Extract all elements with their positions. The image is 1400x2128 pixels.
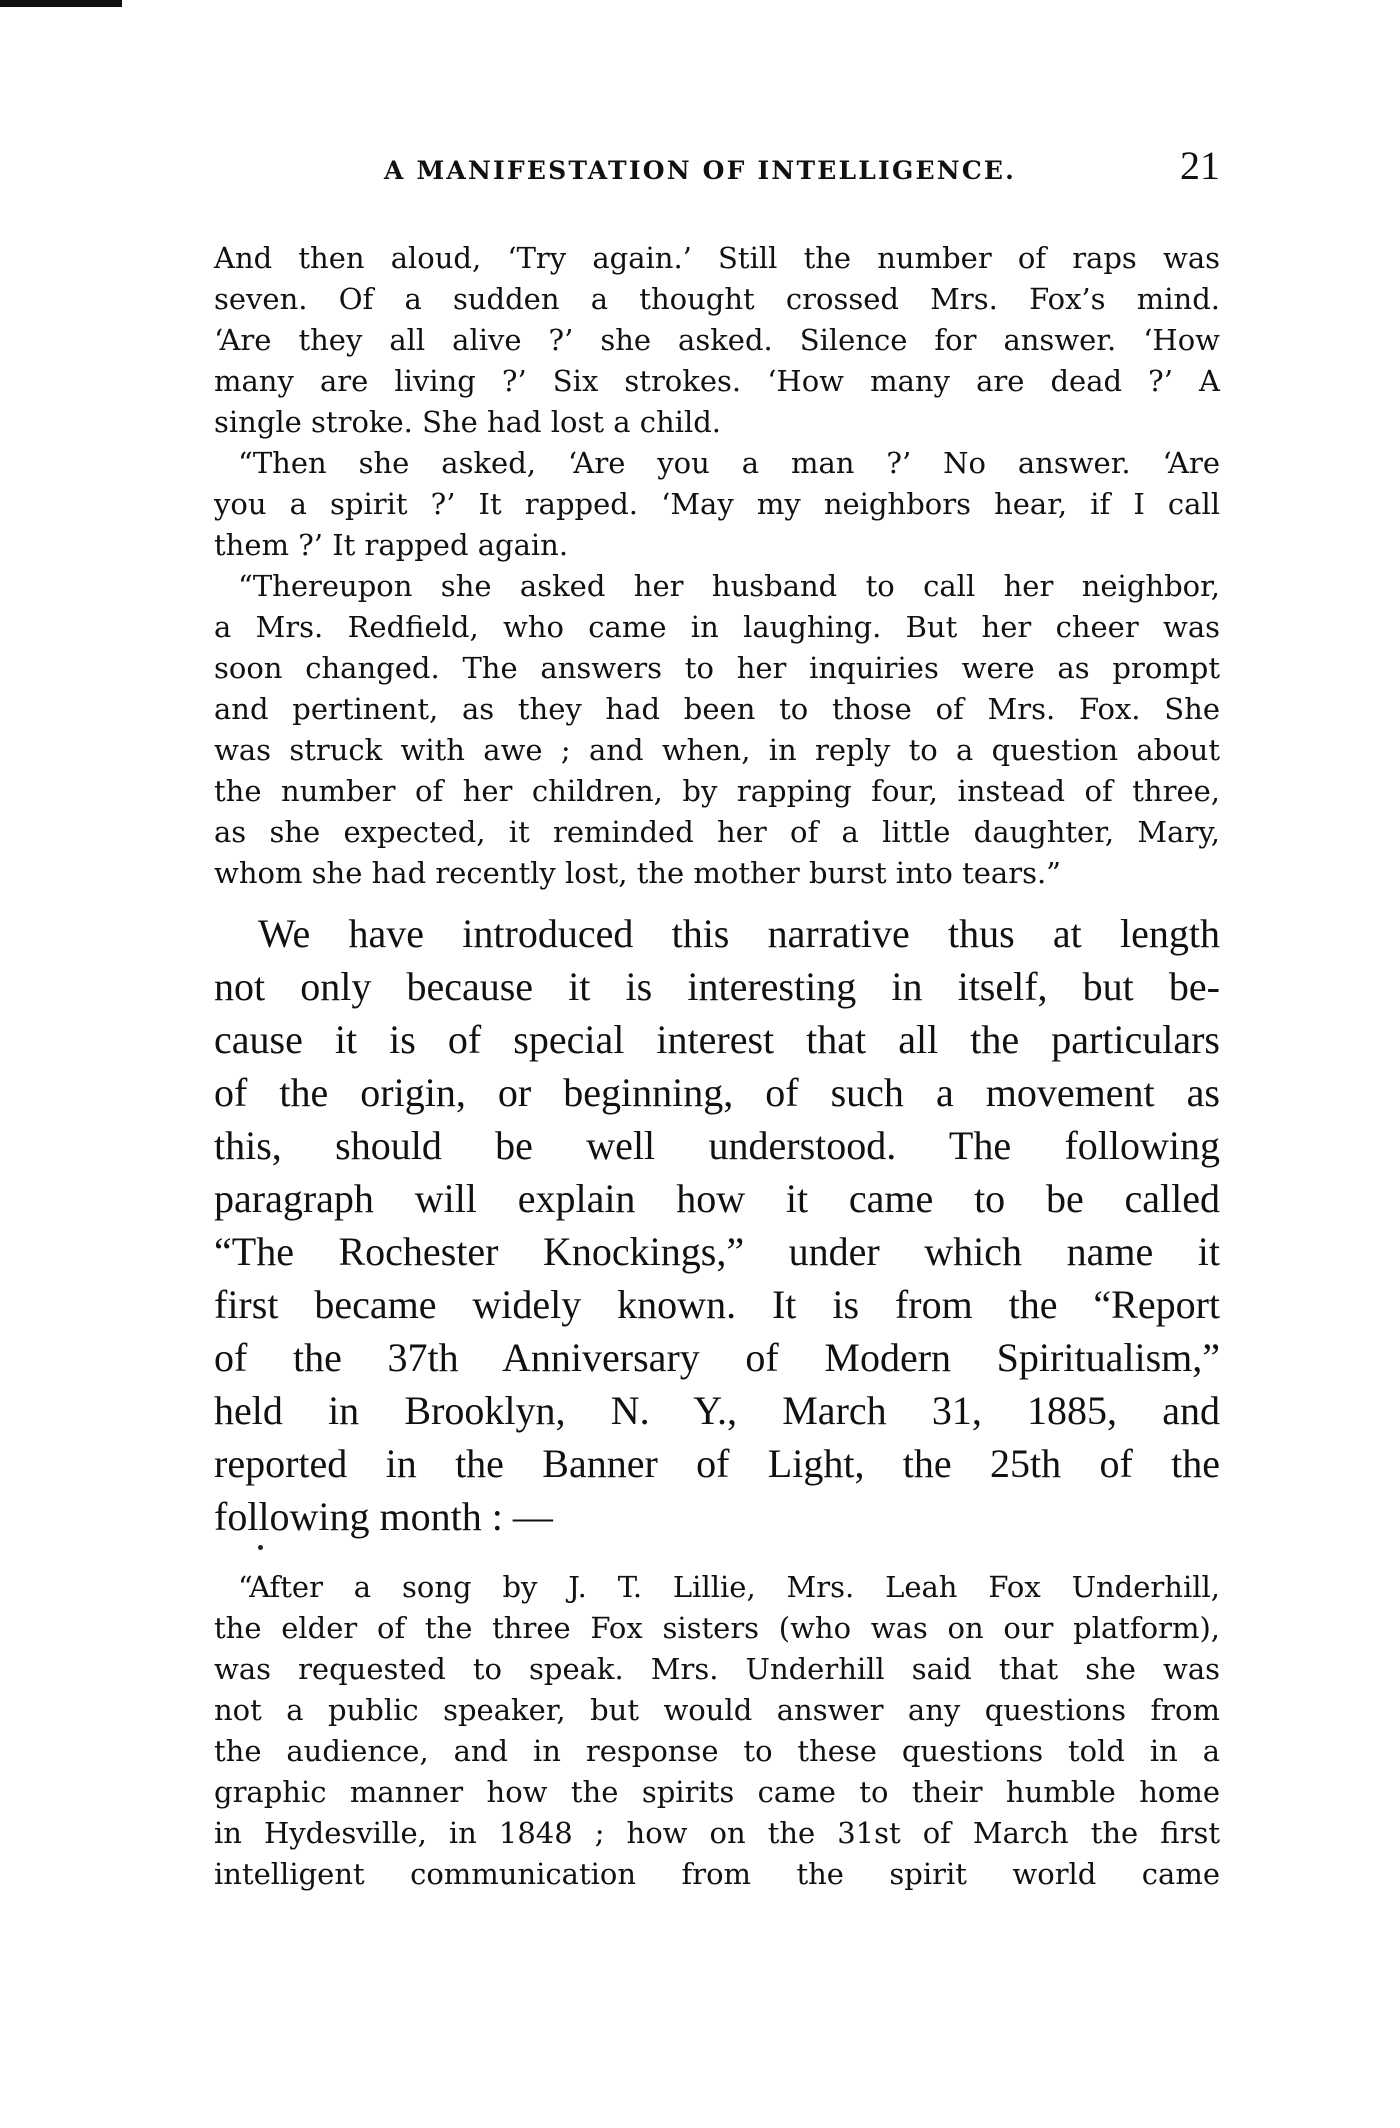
text-line: And then aloud, ‘Try again.’ Still the number of raps was — [214, 241, 1220, 275]
text-line: the audience, and in response to these questions told in a — [214, 1734, 1220, 1768]
text-line: following month : — — [214, 1494, 553, 1539]
text-line: a Mrs. Redfield, who came in laughing. But her cheer was — [214, 610, 1220, 644]
text-line: as she expected, it reminded her of a little daughter, Mary, — [214, 815, 1220, 849]
text-line: many are living ?’ Six strokes. ‘How many are dead ?’ A — [214, 364, 1220, 398]
text-line: of the 37th Anniversary of Modern Spiritualism,” — [214, 1335, 1220, 1380]
line-text: single stroke. She had lost a child. — [214, 405, 722, 439]
running-title: A MANIFESTATION OF INTELLIGENCE. — [384, 156, 1017, 185]
text-line: “After a song by J. T. Lillie, Mrs. Leah Fox Underhill, — [238, 1570, 1220, 1604]
text-line: “The Rochester Knockings,” under which name it — [214, 1229, 1220, 1274]
text-line: you a spirit ?’ It rapped. ‘May my neighbors hear, if I call — [214, 487, 1220, 521]
print-speck — [258, 1545, 263, 1550]
text-line: seven. Of a sudden a thought crossed Mrs. Fox’s mind. — [214, 282, 1220, 316]
text-line: intelligent communication from the spirit world came — [214, 1857, 1220, 1891]
page-number: 21 — [1180, 143, 1220, 188]
text-line: held in Brooklyn, N. Y., March 31, 1885, and — [214, 1388, 1220, 1433]
text-line: paragraph will explain how it came to be called — [214, 1176, 1220, 1221]
scan-edge-mark — [0, 0, 122, 7]
text-line: was struck with awe ; and when, in reply to a question about — [214, 733, 1220, 767]
text-line: them ?’ It rapped again. — [214, 528, 569, 562]
text-line: and pertinent, as they had been to those of Mrs. Fox. She — [214, 692, 1220, 726]
text-line: the elder of the three Fox sisters (who was on our platform), — [214, 1611, 1220, 1645]
text-line: not a public speaker, but would answer any questions from — [214, 1693, 1220, 1727]
text-line: “Then she asked, ‘Are you a man ?’ No answer. ‘Are — [238, 446, 1220, 480]
page-header — [214, 142, 1220, 192]
text-line: “Thereupon she asked her husband to call her neighbor, — [238, 569, 1220, 603]
text-line: this, should be well understood. The following — [214, 1123, 1220, 1168]
text-line: the number of her children, by rapping four, instead of three, — [214, 774, 1220, 808]
text-line: graphic manner how the spirits came to their humble home — [214, 1775, 1220, 1809]
text-line: soon changed. The answers to her inquiries were as prompt — [214, 651, 1220, 685]
text-line: was requested to speak. Mrs. Underhill said that she was — [214, 1652, 1220, 1686]
text-line: not only because it is interesting in itself, but be- — [214, 964, 1220, 1009]
text-line: of the origin, or beginning, of such a movement as — [214, 1070, 1220, 1115]
text-line: first became widely known. It is from the “Report — [214, 1282, 1220, 1327]
text-line — [214, 402, 721, 443]
text-line: in Hydesville, in 1848 ; how on the 31st of March the first — [214, 1816, 1220, 1850]
text-line: cause it is of special interest that all the particulars — [214, 1017, 1220, 1062]
text-line: whom she had recently lost, the mother burst into tears.” — [214, 856, 1061, 890]
text-line: We have introduced this narrative thus at length — [258, 911, 1220, 956]
text-line: ‘Are they all alive ?’ she asked. Silence for answer. ‘How — [214, 323, 1220, 357]
text-line: reported in the Banner of Light, the 25th of the — [214, 1441, 1220, 1486]
